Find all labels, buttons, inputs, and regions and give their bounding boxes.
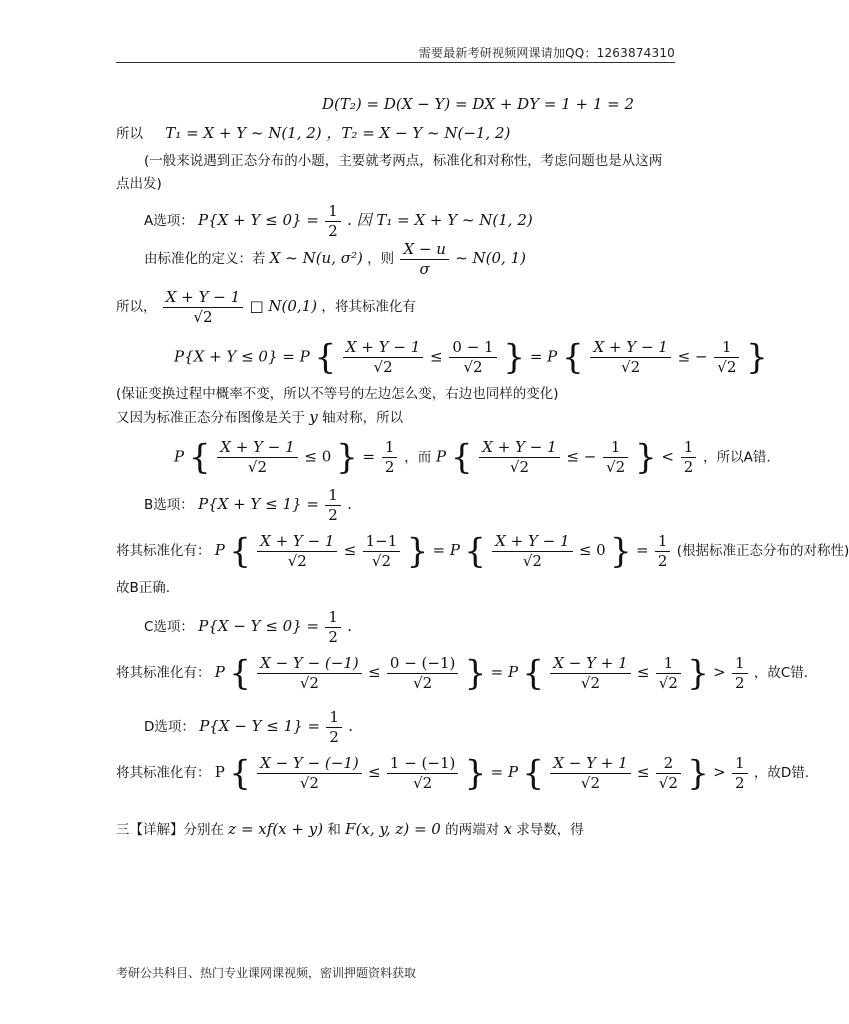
right-brace: }: [687, 653, 709, 694]
frac-num: 0 − 1: [449, 340, 496, 358]
std-math-2: ~ N(0, 1): [455, 249, 526, 267]
right-brace: }: [464, 753, 487, 794]
frac-num: X + Y − 1: [590, 340, 670, 358]
eq1-frac-2: [449, 340, 496, 375]
frac-num: 1: [325, 488, 341, 506]
frac-num: X + Y − 1: [217, 440, 297, 458]
ds-frac-3: [550, 756, 630, 791]
sec3-b: 和: [327, 822, 341, 838]
eq-symmetry: [174, 437, 771, 478]
option-c-label: C选项：: [144, 619, 194, 635]
ds-p: P: [214, 763, 225, 781]
so-label: 所以: [116, 126, 143, 142]
option-d-dot: .: [348, 717, 353, 735]
frac-num: 1: [732, 656, 748, 674]
frac-den: 2: [683, 458, 694, 476]
frac-num: X − Y − (−1): [257, 656, 362, 674]
bs-tail: (根据标准正态分布的对称性): [676, 543, 849, 559]
cs-frac-3: [550, 656, 630, 691]
right-brace: }: [406, 531, 429, 572]
so-line: [116, 126, 510, 142]
option-d-half: [326, 710, 342, 745]
option-a-label: A选项：: [144, 213, 194, 229]
std-label: 由标准化的定义：若: [144, 251, 266, 267]
eq1-le2: ≤ −: [677, 347, 708, 366]
frac-num: 1: [714, 340, 739, 358]
option-a-math-2: . 因 T₁ = X + Y ~ N(1, 2): [347, 211, 533, 229]
std-fraction: [400, 242, 448, 277]
ds-gt: >: [713, 763, 726, 781]
eq2-er: ，而: [404, 449, 432, 466]
sec3-m1: z = xf(x + y): [228, 820, 324, 838]
right-brace: }: [336, 437, 358, 478]
right-brace: }: [464, 653, 487, 694]
frac-den: √2: [413, 674, 433, 692]
ds-label: 将其标准化有：: [116, 765, 211, 781]
ds-le: ≤: [368, 763, 381, 781]
frac-num: 1 − (−1): [387, 756, 458, 774]
cs-half: [732, 656, 748, 691]
std-math-1: X ~ N(u, σ²): [269, 249, 363, 267]
eq2-le0: ≤ 0: [304, 447, 332, 466]
header-rule: [116, 62, 675, 63]
eq-variance: D(T₂) = D(X − Y) = DX + DY = 1 + 1 = 2: [322, 95, 635, 113]
sec3-d: 求导数，得: [516, 822, 584, 838]
cs-eq: = P: [490, 663, 519, 681]
option-c-dot: .: [347, 617, 353, 635]
bs-eq: = P: [432, 541, 460, 559]
note-general-b: 点出发): [116, 176, 162, 192]
frac-den: √2: [413, 774, 433, 792]
eq2-half: [382, 440, 398, 475]
note2-y: y: [309, 408, 318, 426]
frac-num: 1: [656, 656, 681, 674]
cs-le2: ≤: [636, 663, 650, 681]
frac-num: X − Y − (−1): [257, 756, 362, 774]
section-3-line: [116, 822, 584, 838]
eq-distributions: T₁ = X + Y ~ N(1, 2) ，T₂ = X − Y ~ N(−1, 2): [165, 124, 511, 142]
frac-num: 1: [325, 204, 341, 222]
eq1-frac-4: [714, 340, 739, 375]
option-b-label: B选项：: [144, 497, 194, 513]
frac-num: X − Y + 1: [550, 756, 630, 774]
option-d-label: D选项：: [144, 719, 195, 735]
frac-den: √2: [621, 358, 641, 376]
option-b-result: 故B正确.: [116, 580, 171, 596]
note-symmetry-line: [116, 410, 403, 426]
frac-den: √2: [299, 774, 319, 792]
right-brace: }: [610, 531, 632, 572]
option-b-half: [325, 488, 341, 523]
page-header: 需要最新考研视频网课请加QQ：1263874310: [418, 46, 675, 60]
eq1-part-a: P{X + Y ≤ 0} = P: [174, 347, 310, 366]
frac-den: 2: [329, 728, 339, 746]
so-math: □ N(0,1): [249, 297, 318, 315]
frac-num: 1: [655, 534, 671, 552]
option-a-math-1: P{X + Y ≤ 0} =: [198, 211, 319, 229]
frac-den: σ: [419, 260, 430, 278]
eq2-le: ≤ −: [566, 447, 597, 466]
bs-eq2: =: [635, 541, 649, 559]
frac-num: X + Y − 1: [163, 290, 243, 308]
so-label-2: 所以，: [116, 299, 157, 315]
frac-num: 1: [681, 440, 697, 458]
frac-den: 2: [735, 674, 745, 692]
option-c-line: [144, 610, 352, 645]
option-b-standardize: [116, 531, 849, 572]
so-standardize-line: [116, 290, 416, 325]
frac-den: √2: [299, 674, 319, 692]
so-fraction: [163, 290, 243, 325]
frac-num: X + Y − 1: [492, 534, 572, 552]
frac-den: 2: [328, 628, 338, 646]
note2-a: 又因为标准正态分布图像是关于: [116, 410, 305, 426]
eq1-le: ≤: [430, 347, 443, 366]
right-brace: }: [687, 753, 709, 794]
frac-num: 2: [656, 756, 681, 774]
frac-num: 1−1: [363, 534, 401, 552]
frac-num: 1: [325, 610, 341, 628]
note-probability: (保证变换过程中概率不变，所以不等号的左边怎么变，右边也同样的变化): [116, 386, 559, 402]
option-c-math: P{X − Y ≤ 0} =: [198, 617, 320, 635]
option-d-math: P{X − Y ≤ 1} =: [199, 717, 321, 735]
frac-num: 1: [382, 440, 398, 458]
note-general-a: (一般来说遇到正态分布的小题，主要就考两点，标准化和对称性，考虑问题也是从这两: [144, 153, 663, 169]
sec3-m2: F(x, y, z) = 0: [345, 820, 441, 838]
left-brace: {: [314, 337, 337, 378]
cs-label: 将其标准化有：: [116, 665, 211, 681]
right-brace: }: [634, 437, 657, 478]
bs-frac-1: [257, 534, 337, 569]
bs-frac-2: [363, 534, 401, 569]
eq2-lt: <: [661, 447, 674, 466]
left-brace: {: [562, 337, 584, 378]
frac-num: 1: [732, 756, 748, 774]
option-b-dot: .: [347, 495, 352, 513]
frac-num: X + Y − 1: [343, 340, 423, 358]
frac-den: √2: [509, 458, 529, 476]
eq1-frac-1: [343, 340, 423, 375]
eq2-frac-3: [603, 440, 628, 475]
eq1-part-b: = P: [529, 347, 558, 366]
option-d-line: [144, 710, 353, 745]
eq2-eq: =: [362, 447, 376, 466]
ds-eq: = P: [490, 763, 519, 781]
option-d-standardize: [116, 753, 810, 794]
option-b-line: [144, 488, 352, 523]
cs-p: P: [214, 663, 225, 681]
cs-gt: >: [713, 663, 726, 681]
frac-den: 2: [328, 506, 338, 524]
frac-den: √2: [717, 358, 737, 376]
cs-frac-2: [387, 656, 458, 691]
frac-den: √2: [371, 552, 392, 570]
option-b-math: P{X + Y ≤ 1} =: [198, 495, 319, 513]
sec3-c: 的两端对: [445, 822, 500, 838]
eq1-frac-3: [590, 340, 670, 375]
frac-den: √2: [193, 308, 213, 326]
ds-half: [732, 756, 748, 791]
page-footer: 考研公共科目、热门专业课网课视频，密训押题资料获取: [116, 966, 417, 980]
frac-num: 0 − (−1): [387, 656, 458, 674]
frac-num: X + Y − 1: [479, 440, 559, 458]
left-brace: {: [229, 653, 251, 694]
eq2-frac-2: [479, 440, 559, 475]
sec3-a: 三【详解】分别在: [116, 822, 224, 838]
cs-le: ≤: [368, 663, 381, 681]
option-a-line: [144, 204, 533, 239]
frac-den: √2: [373, 358, 393, 376]
frac-num: 1: [603, 440, 628, 458]
bs-le: ≤: [343, 541, 357, 559]
bs-half: [655, 534, 671, 569]
frac-den: √2: [463, 358, 483, 376]
frac-num: 1: [326, 710, 342, 728]
left-brace: {: [188, 437, 211, 478]
ds-frac-1: [257, 756, 362, 791]
frac-num: X − Y + 1: [550, 656, 630, 674]
eq2-frac-1: [217, 440, 297, 475]
frac-den: √2: [658, 674, 678, 692]
eq2-half-2: [681, 440, 697, 475]
ds-frac-2: [387, 756, 458, 791]
bs-label: 将其标准化有：: [116, 543, 211, 559]
frac-den: 2: [657, 552, 668, 570]
left-brace: {: [450, 437, 473, 478]
ds-frac-4: [656, 756, 681, 791]
frac-den: 2: [328, 222, 338, 240]
std-def-line: [144, 242, 526, 277]
left-brace: {: [229, 753, 251, 794]
frac-num: X − u: [400, 242, 448, 260]
std-then: ，则: [367, 251, 395, 267]
frac-den: √2: [580, 674, 600, 692]
eq2-tail: ，所以A错.: [703, 449, 771, 466]
option-c-half: [325, 610, 341, 645]
cs-frac-1: [257, 656, 362, 691]
frac-den: √2: [580, 774, 600, 792]
left-brace: {: [229, 531, 251, 572]
ds-tail: ，故D错.: [753, 765, 810, 781]
bs-le0: ≤ 0: [578, 541, 606, 559]
sec3-x: x: [503, 820, 512, 838]
frac-den: √2: [606, 458, 626, 476]
frac-den: √2: [658, 774, 678, 792]
frac-den: 2: [384, 458, 395, 476]
eq2-p2: P: [435, 447, 447, 466]
eq-standardize-a: [174, 337, 768, 378]
frac-den: √2: [522, 552, 542, 570]
frac-den: √2: [287, 552, 307, 570]
option-a-half: [325, 204, 341, 239]
left-brace: {: [522, 653, 544, 694]
right-brace: }: [503, 337, 526, 378]
eq2-p: P: [174, 447, 185, 466]
bs-p: P: [214, 541, 225, 559]
so-tail: ，将其标准化有: [321, 299, 416, 315]
ds-le2: ≤: [636, 763, 650, 781]
cs-tail: ，故C错.: [753, 665, 809, 681]
frac-den: 2: [735, 774, 745, 792]
left-brace: {: [522, 753, 544, 794]
cs-frac-4: [656, 656, 681, 691]
frac-den: √2: [247, 458, 268, 476]
note2-b: 轴对称，所以: [322, 410, 404, 426]
frac-num: X + Y − 1: [257, 534, 337, 552]
bs-frac-3: [492, 534, 572, 569]
left-brace: {: [464, 531, 486, 572]
option-c-standardize: [116, 653, 809, 694]
right-brace: }: [746, 337, 768, 378]
